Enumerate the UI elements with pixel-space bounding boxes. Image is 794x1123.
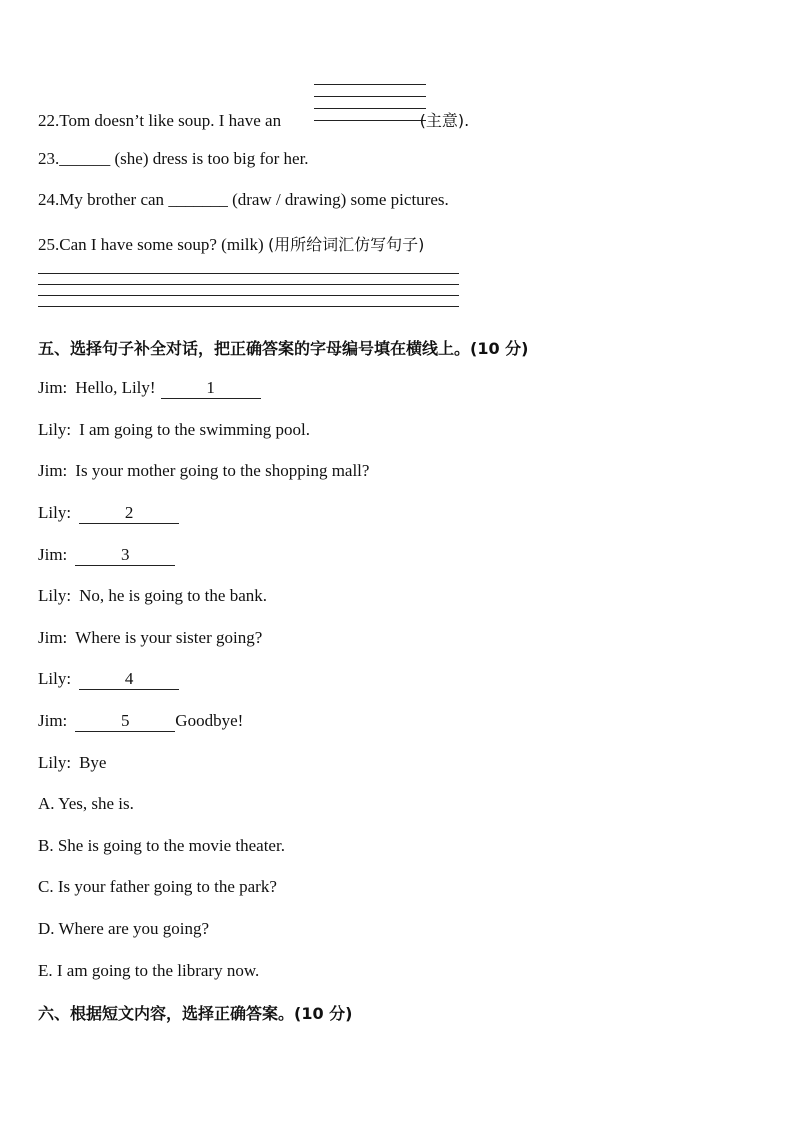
speaker-label: Jim: xyxy=(38,461,68,480)
q25-answer-lines[interactable] xyxy=(38,273,459,317)
speaker-label: Jim: xyxy=(38,378,68,397)
option-d: D. Where are you going? xyxy=(38,919,210,938)
q24-blank[interactable]: _______ xyxy=(168,190,228,209)
dialogue-text: Is your mother going to the shopping mall? xyxy=(75,461,370,480)
dialogue-line xyxy=(38,586,267,606)
dialogue-after-text: Goodbye! xyxy=(175,711,244,730)
answer-line xyxy=(38,284,459,285)
question-25 xyxy=(38,232,424,255)
answer-line xyxy=(314,96,426,97)
dialogue-line xyxy=(38,711,243,732)
q25-hint: (用所给词汇仿写句子) xyxy=(267,235,425,254)
dialogue-line xyxy=(38,378,261,399)
q25-text: 25.Can I have some soup? (milk) xyxy=(38,235,264,254)
dialogue-line xyxy=(38,753,106,773)
q23-blank[interactable]: ______ xyxy=(59,149,111,168)
speaker-label: Jim: xyxy=(38,628,68,647)
q22-text: 22.Tom doesn’t like soup. I have an xyxy=(38,111,282,130)
answer-line xyxy=(38,273,459,274)
answer-line xyxy=(314,84,426,85)
dialogue-line xyxy=(38,420,310,440)
option-c: C. Is your father going to the park? xyxy=(38,877,277,896)
speaker-label: Jim: xyxy=(38,545,68,564)
question-22 xyxy=(38,108,469,131)
dialogue-line xyxy=(38,461,369,481)
dialogue-text: Hello, Lily! xyxy=(75,378,156,397)
answer-blank-5[interactable]: 5 xyxy=(75,711,175,732)
q23-text: (she) dress is too big for her. xyxy=(114,149,309,168)
q23-number: 23. xyxy=(38,149,60,168)
q22-hint: (主意). xyxy=(419,111,470,130)
section-5-title: 五、选择句子补全对话，把正确答案的字母编号填在横线上。(10 分) xyxy=(38,339,529,358)
speaker-label: Lily: xyxy=(38,503,72,522)
speaker-label: Jim: xyxy=(38,711,68,730)
q24-text2: (draw / drawing) some pictures. xyxy=(232,190,449,209)
question-24 xyxy=(38,190,449,210)
speaker-label: Lily: xyxy=(38,420,72,439)
dialogue-line xyxy=(38,628,262,648)
answer-blank-2[interactable]: 2 xyxy=(79,503,179,524)
dialogue-text: Bye xyxy=(79,753,107,772)
section-6-title: 六、根据短文内容，选择正确答案。(10 分) xyxy=(38,1004,353,1023)
speaker-label: Lily: xyxy=(38,753,72,772)
answer-blank-4[interactable]: 4 xyxy=(79,669,179,690)
answer-line xyxy=(38,306,459,307)
answer-blank-3[interactable]: 3 xyxy=(75,545,175,566)
dialogue-text: Where is your sister going? xyxy=(75,628,263,647)
dialogue-line xyxy=(38,503,179,524)
dialogue-line xyxy=(38,545,175,566)
option-a: A. Yes, she is. xyxy=(38,794,134,813)
option-e: E. I am going to the library now. xyxy=(38,961,260,980)
question-23 xyxy=(38,149,309,169)
dialogue-line xyxy=(38,669,179,690)
speaker-label: Lily: xyxy=(38,586,72,605)
speaker-label: Lily: xyxy=(38,669,72,688)
answer-blank-1[interactable]: 1 xyxy=(161,378,261,399)
answer-line xyxy=(38,295,459,296)
dialogue-text: No, he is going to the bank. xyxy=(79,586,267,605)
q24-text: 24.My brother can xyxy=(38,190,165,209)
dialogue-text: I am going to the swimming pool. xyxy=(79,420,310,439)
option-b: B. She is going to the movie theater. xyxy=(38,836,285,855)
